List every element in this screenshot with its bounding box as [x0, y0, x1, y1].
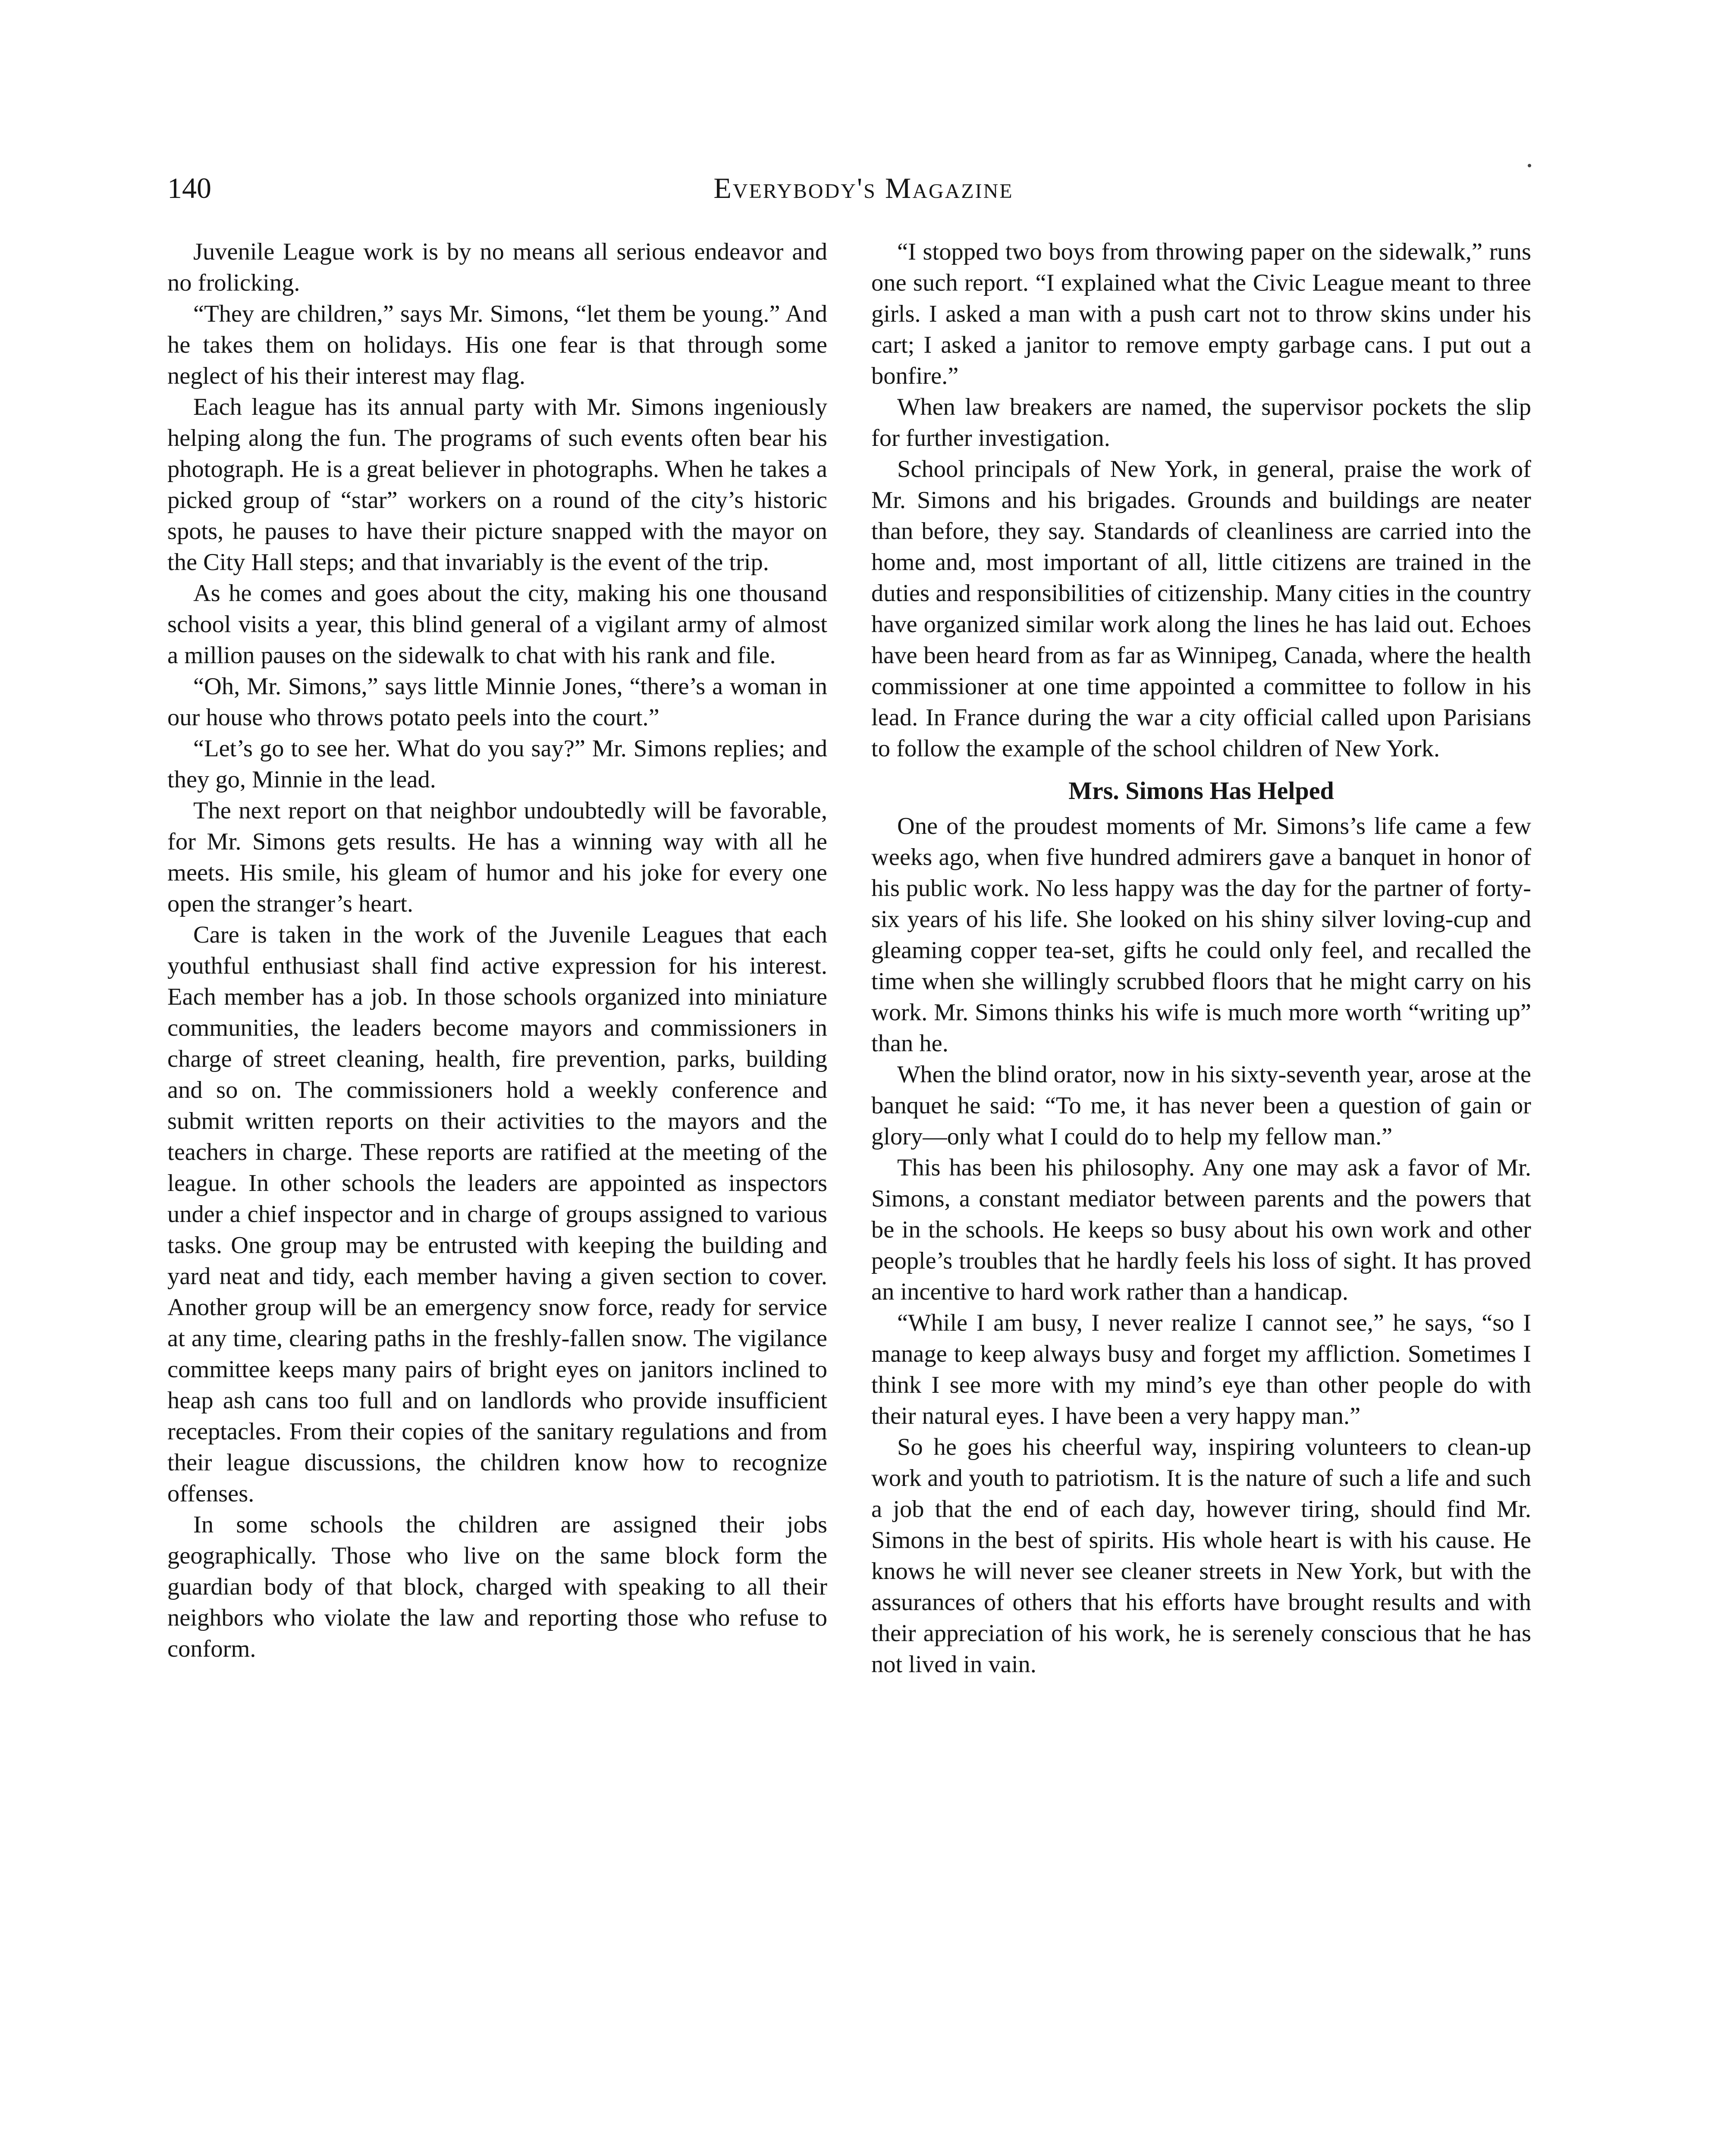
paragraph: “While I am busy, I never realize I cannot see,” he says, “so I manage to keep always busy and forget my affliction. Sometimes I think I see more with my mind’s eye than other people do with their natural eyes. I have been a very happy man.”: [871, 1310, 1531, 1429]
paragraph: The next report on that neighbor undoubtedly will be favorable, for Mr. Simons gets results. He has a winning way with all he meets. His smile, his gleam of humor and his joke for every one open the stranger’s heart.: [167, 797, 827, 917]
paragraph: Each league has its annual party with Mr. Simons ingeniously helping along the fun. The programs of such events often bear his photograph. He is a great believer in photographs. When he takes a picked group of “star” workers on a round of the city’s historic spots, he pauses to have their picture snapped with the mayor on the City Hall steps; and that invariably is the event of the trip.: [167, 394, 827, 576]
paragraph: “They are children,” says Mr. Simons, “let them be young.” And he takes them on holidays. His one fear is that through some neglect of his their interest may flag.: [167, 301, 827, 389]
paragraph: One of the proudest moments of Mr. Simons’s life came a few weeks ago, when five hundred admirers gave a banquet in honor of his public work. No less happy was the day for the partner of forty-six years of his life. She looked on his shiny silver loving-cup and gleaming copper tea-set, gifts he could only feel, and recalled the time when she willingly scrubbed floors that he might carry on his work. Mr. Simons thinks his wife is much more worth “writing up” than he.: [871, 813, 1531, 1057]
paragraph: When the blind orator, now in his sixty-seventh year, arose at the banquet he said: “To me, it has never been a question of gain or glory—only what I could do to help my fellow man.”: [871, 1061, 1531, 1150]
paragraph: In some schools the children are assigned their jobs geographically. Those who live on the same block form the guardian body of that block, charged with speaking to all their neighbors who violate the law and reporting those who refuse to conform.: [167, 1511, 827, 1662]
print-speck: [1528, 164, 1531, 167]
paragraph: This has been his philosophy. Any one may ask a favor of Mr. Simons, a constant mediator between parents and the powers that be in the schools. He keeps so busy about his own work and other people’s troubles that he hardly feels his loss of sight. It has proved an incentive to hard work rather than a handicap.: [871, 1154, 1531, 1305]
paragraph: “Let’s go to see her. What do you say?” Mr. Simons replies; and they go, Minnie in the lead.: [167, 735, 827, 793]
paragraph: So he goes his cheerful way, inspiring volunteers to clean-up work and youth to patriotism. It is the nature of such a life and such a job that the end of each day, however tiring, should find Mr. Simons in the best of spirits. His whole heart is with his cause. He knows he will never see cleaner streets in New York, but with the assurances of others that his efforts have brought results and with their appreciation of his work, he is serenely conscious that he has not lived in vain.: [871, 1434, 1531, 1678]
paragraph: Care is taken in the work of the Juvenile Leagues that each youthful enthusiast shall find active expression for his interest. Each member has a job. In those schools organized into miniature communities, the leaders become mayors and commissioners in charge of street cleaning, health, fire prevention, parks, building and so on. The commissioners hold a weekly conference and submit written reports on their activities to the mayors and the teachers in charge. These reports are ratified at the meeting of the league. In other schools the leaders are appointed as inspectors under a chief inspector and in charge of groups assigned to various tasks. One group may be entrusted with keeping the building and yard neat and tidy, each member having a given section to cover. Another group will be an emergency snow force, ready for service at any time, clearing paths in the freshly-fallen snow. The vigilance committee keeps many pairs of bright eyes on janitors inclined to heap ash cans too full and on landlords who provide insufficient receptacles. From their copies of the sanitary regulations and from their league discussions, the children know how to recognize offenses.: [167, 921, 827, 1507]
paragraph: “I stopped two boys from throwing paper on the sidewalk,” runs one such report. “I explained what the Civic League meant to three girls. I asked a man with a push cart not to throw skins under his cart; I asked a janitor to remove empty garbage cans. I put out a bonfire.”: [871, 238, 1531, 389]
page-number: 140: [167, 172, 211, 204]
running-head: Everybody's Magazine: [713, 172, 1014, 204]
left-column: [167, 236, 827, 1664]
paragraph: When law breakers are named, the supervisor pockets the slip for further investigation.: [871, 394, 1531, 451]
right-column: [871, 236, 1531, 1680]
paragraph: “Oh, Mr. Simons,” says little Minnie Jones, “there’s a woman in our house who throws potato peels into the court.”: [167, 673, 827, 731]
paragraph: As he comes and goes about the city, making his one thousand school visits a year, this blind general of a vigilant army of almost a million pauses on the sidewalk to chat with his rank and file.: [167, 580, 827, 669]
paragraph: Juvenile League work is by no means all serious endeavor and no frolicking.: [167, 238, 827, 296]
section-subheading: Mrs. Simons Has Helped: [1068, 777, 1334, 805]
paragraph: School principals of New York, in general, praise the work of Mr. Simons and his brigades. Grounds and buildings are neater than before, they say. Standards of cleanliness are carried into the home and, most important of all, little citizens are trained in the duties and responsibilities of citizenship. Many cities in the country have organized similar work along the lines he has laid out. Echoes have been heard from as far as Winnipeg, Canada, where the health commissioner at one time appointed a committee to follow in his lead. In France during the war a city official called upon Parisians to follow the example of the school children of New York.: [871, 456, 1531, 762]
